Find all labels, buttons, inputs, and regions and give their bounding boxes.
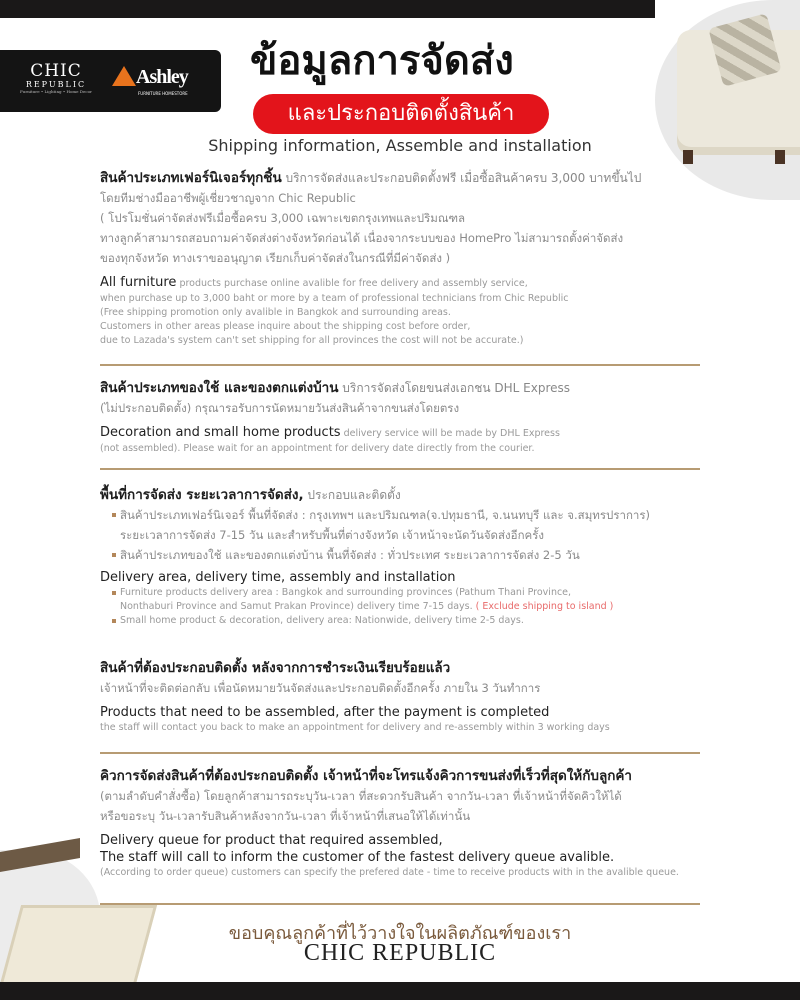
thai-text: (ตามลำดับคำสั่งซื้อ) โดยลูกค้าสามารถระบุวัน-เวลา ที่สะดวกรับสินค้า จากวัน-เวลา ที่เจ้าหน้าที่จัดคิวให้ได้ — [100, 789, 622, 803]
chic-logo-tagline: Furniture • Lighting • Home Decor — [20, 89, 92, 94]
divider — [100, 468, 700, 470]
subtitle-badge: และประกอบติดตั้งสินค้า — [253, 94, 549, 134]
bullet-text: Nonthaburi Province and Samut Prakan Province) delivery time 7-15 days. — [120, 601, 473, 612]
section-heading-inline: บริการจัดส่งโดยขนส่งเอกชน DHL Express — [338, 381, 571, 395]
divider — [100, 903, 700, 905]
bullet-item: สินค้าประเภทของใช้ และของตกแต่งบ้าน พื้นที่จัดส่ง : ทั่วประเทศ ระยะเวลาการจัดส่ง 2-5 วัน — [100, 545, 700, 565]
divider — [100, 364, 700, 366]
thai-text: ( โปรโมชั่นค่าจัดส่งฟรีเมื่อซื้อครบ 3,000 เฉพาะเขตกรุงเทพและปริมณฑล — [100, 211, 466, 225]
chic-logo-subtext: REPUBLIC — [25, 80, 87, 89]
section-heading: คิวการจัดส่งสินค้าที่ต้องประกอบติดตั้ง เจ้าหน้าที่จะโทรแจ้งคิวการขนส่งที่เร็วที่สุดให้กับลูกค้า — [100, 768, 633, 784]
thai-text: (ไม่ประกอบติดตั้ง) กรุณารอรับการนัดหมายวันส่งสินค้าจากขนส่งโดยตรง — [100, 401, 460, 415]
chic-republic-logo — [20, 62, 92, 94]
bullet-item: Small home product & decoration, delivery area: Nationwide, delivery time 2-5 days. — [100, 614, 700, 628]
thai-text: เจ้าหน้าที่จะติดต่อกลับ เพื่อนัดหมายวันจัดส่งและประกอบติดตั้งอีกครั้ง ภายใน 3 วันทำการ — [100, 681, 541, 695]
english-text: when purchase up to 3,000 baht or more by a team of professional technicians from Chic Republic — [100, 293, 569, 304]
chic-logo-text: CHIC — [30, 61, 82, 81]
section-furniture — [100, 168, 700, 348]
ashley-logo-text: Ashley — [136, 66, 188, 88]
section-decoration — [100, 378, 700, 456]
english-text: (Free shipping promotion only avalible in Bangkok and surrounding areas. — [100, 307, 451, 318]
section-heading: สินค้าประเภทของใช้ และของตกแต่งบ้าน — [100, 380, 339, 396]
thank-you-message: ขอบคุณลูกค้าที่ไว้วางใจในผลิตภัณฑ์ของเรา — [228, 923, 572, 944]
section-heading-inline: ประกอบและติดตั้ง — [303, 488, 401, 502]
english-heading-inline: delivery service will be made by DHL Express — [340, 428, 560, 439]
section-heading: สินค้าที่ต้องประกอบติดตั้ง หลังจากการชำระเงินเรียบร้อยแล้ว — [100, 660, 451, 676]
english-text: the staff will contact you back to make an appointment for delivery and re-assembly within 3 working days — [100, 722, 610, 733]
english-text: Customers in other areas please inquire about the shipping cost before order, — [100, 321, 471, 332]
brand-logos — [0, 50, 221, 112]
english-text: (not assembled). Please wait for an appointment for delivery date directly from the courier. — [100, 443, 535, 454]
sofa-leg — [775, 150, 785, 164]
english-heading: Delivery queue for product that required assembled, — [100, 833, 443, 848]
page-title: ข้อมูลการจัดส่ง — [250, 38, 514, 84]
section-heading-inline: บริการจัดส่งและประกอบติดตั้งฟรี เมื่อซื้อสินค้าครบ 3,000 บาทขึ้นไป — [281, 171, 642, 185]
bullet-item — [100, 505, 700, 545]
divider — [100, 752, 700, 754]
english-text: (According to order queue) customers can specify the prefered date - time to receive products with in the avalible queue. — [100, 867, 679, 878]
section-delivery-area — [100, 485, 700, 628]
english-heading: All furniture — [100, 275, 177, 290]
house-icon — [112, 66, 136, 86]
top-bar — [0, 0, 655, 18]
section-assembly — [100, 658, 700, 735]
bullet-text: Furniture products delivery area : Bangkok and surrounding provinces (Pathum Thani Province, — [120, 587, 572, 598]
english-heading: Products that need to be assembled, after the payment is completed — [100, 705, 550, 720]
ashley-logo-tagline: FURNITURE HOMESTORE — [138, 91, 188, 96]
english-heading-inline: products purchase online avalible for free delivery and assembly service, — [176, 278, 528, 289]
thai-text: หรือขอระบุ วัน-เวลารับสินค้าหลังจากวัน-เวลา ที่เจ้าหน้าที่เสนอให้ได้เท่านั้น — [100, 809, 471, 823]
thai-text: โดยทีมช่างมืออาชีพผู้เชี่ยวชาญจาก Chic Republic — [100, 191, 356, 205]
english-subtitle: Shipping information, Assemble and installation — [208, 136, 592, 155]
english-text: due to Lazada's system can't set shipping for all provinces the cost will not be accurate.) — [100, 335, 524, 346]
bottom-bar — [0, 982, 800, 1000]
brand-name: CHIC REPUBLIC — [303, 940, 497, 966]
thai-text: ทางลูกค้าสามารถสอบถามค่าจัดส่งต่างจังหวัดก่อนได้ เนื่องจากระบบของ HomePro ไม่สามารถตั้งค่าจัดส่ง — [100, 231, 624, 245]
exclude-island-note: ( Exclude shipping to island ) — [472, 601, 614, 612]
bullet-text: สินค้าประเภทเฟอร์นิเจอร์ พื้นที่จัดส่ง : กรุงเทพฯ และปริมณฑล(จ.ปทุมธานี, จ.นนทบุรี และ จ.สมุทรปราการ) — [120, 508, 651, 522]
english-heading: Decoration and small home products — [100, 425, 341, 440]
english-heading: Delivery area, delivery time, assembly and installation — [100, 570, 456, 585]
bullet-text: ระยะเวลาการจัดส่ง 7-15 วัน และสำหรับพื้นที่ต่างจังหวัด เจ้าหน้าจะนัดวันจัดส่งอีกครั้ง — [120, 528, 545, 542]
section-heading: สินค้าประเภทเฟอร์นิเจอร์ทุกชิ้น — [100, 170, 282, 186]
bullet-item — [100, 586, 700, 614]
thai-text: ของทุกจังหวัด ทางเราขออนุญาต เรียกเก็บค่าจัดส่งในกรณีที่มีค่าจัดส่ง ) — [100, 251, 451, 265]
english-heading: The staff will call to inform the customer of the fastest delivery queue avalible. — [100, 850, 615, 865]
sofa-leg — [683, 150, 693, 164]
section-heading: พื้นที่การจัดส่ง ระยะเวลาการจัดส่ง, — [100, 487, 304, 503]
section-delivery-queue — [100, 766, 725, 880]
